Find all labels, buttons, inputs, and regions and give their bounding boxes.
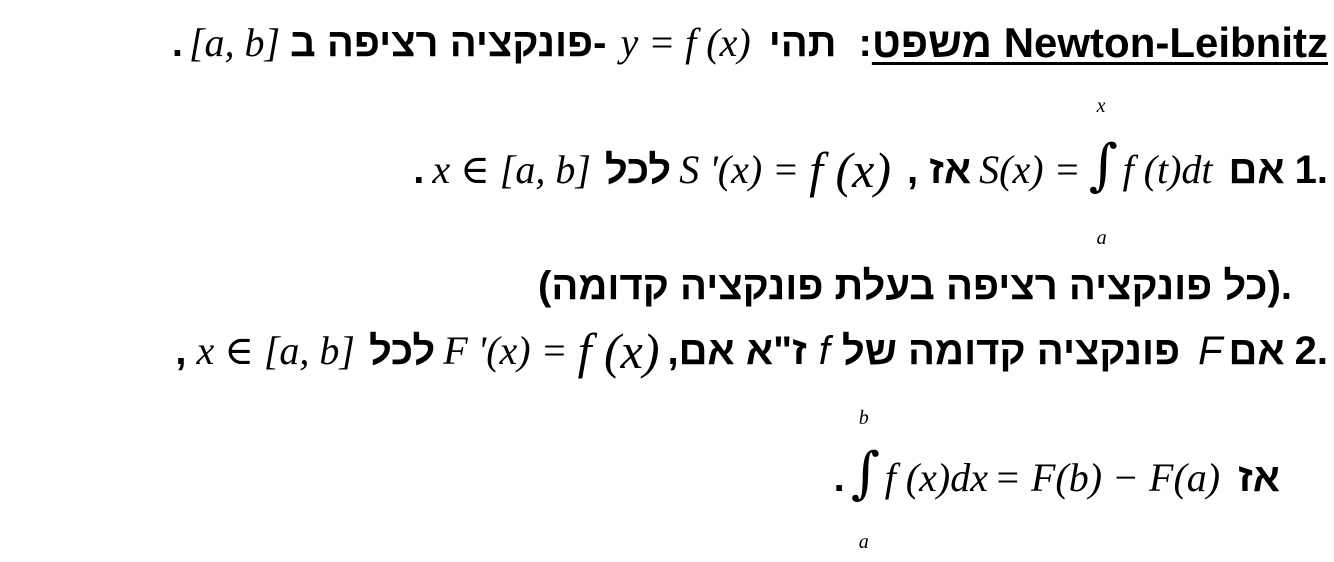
- intro-end: .: [171, 21, 183, 65]
- part2-for-all: לכל: [368, 329, 436, 373]
- theorem-statement: [171, 19, 1328, 66]
- part2-rhs: = F(b) − F(a): [993, 455, 1221, 500]
- part1-then: , אז: [907, 148, 972, 192]
- part2-f: f: [818, 329, 830, 373]
- note-text: (כל פונקציה רציפה בעלת פונקציה קדומה).: [538, 264, 1292, 308]
- part2-derivative: F '(x) =: [443, 328, 568, 373]
- part1-end: .: [413, 148, 425, 192]
- intro-rest: פונקציה רציפה ב-: [290, 21, 607, 65]
- title-colon: :: [858, 21, 872, 65]
- part-1: [413, 95, 1328, 249]
- part1-fx: f (x): [809, 142, 892, 198]
- part2-desc: פונקציה קדומה של: [841, 329, 1181, 373]
- part2-then: אז: [1238, 456, 1280, 500]
- part2-result-end: .: [833, 456, 845, 500]
- part2-number: 2.: [1294, 329, 1328, 373]
- function-expression: y = f (x): [620, 20, 751, 65]
- part1-derivative: S '(x) =: [679, 147, 800, 192]
- intro-word: תהי: [768, 21, 837, 65]
- theorem-title: משפט Newton-Leibnitz: [871, 19, 1328, 66]
- part1-for-all: לכל: [604, 148, 672, 192]
- part-1-note: [538, 266, 1292, 306]
- part1-number: 1.: [1294, 148, 1328, 192]
- integral-sign-1: ∫ x a: [1088, 95, 1118, 249]
- interval: [a, b]: [188, 20, 281, 65]
- part1-s-def: S(x) =: [979, 147, 1081, 192]
- integral-upper-limit-1: x: [1096, 95, 1106, 117]
- integral-upper-limit-2: b: [858, 407, 869, 429]
- part2-integrand: f (x)dx: [884, 455, 988, 500]
- integral-lower-limit-1: a: [1096, 227, 1107, 249]
- part2-fx: f (x): [577, 323, 660, 379]
- part-2: [175, 323, 1328, 379]
- part2-domain: x ∈ [a, b]: [196, 328, 355, 373]
- part2-if: אם: [1228, 329, 1285, 373]
- part1-domain: x ∈ [a, b]: [432, 147, 591, 192]
- part2-end: ,: [175, 329, 187, 373]
- part1-if: אם: [1228, 148, 1285, 192]
- part2-ie: ,ז"א אם: [667, 329, 807, 373]
- part-2-result: [833, 407, 1280, 553]
- integral-lower-limit-2: a: [858, 531, 869, 553]
- integral-sign-2: ∫ b a: [850, 407, 880, 553]
- part1-integrand: f (t)dt: [1122, 147, 1213, 192]
- part2-F: F: [1198, 329, 1223, 373]
